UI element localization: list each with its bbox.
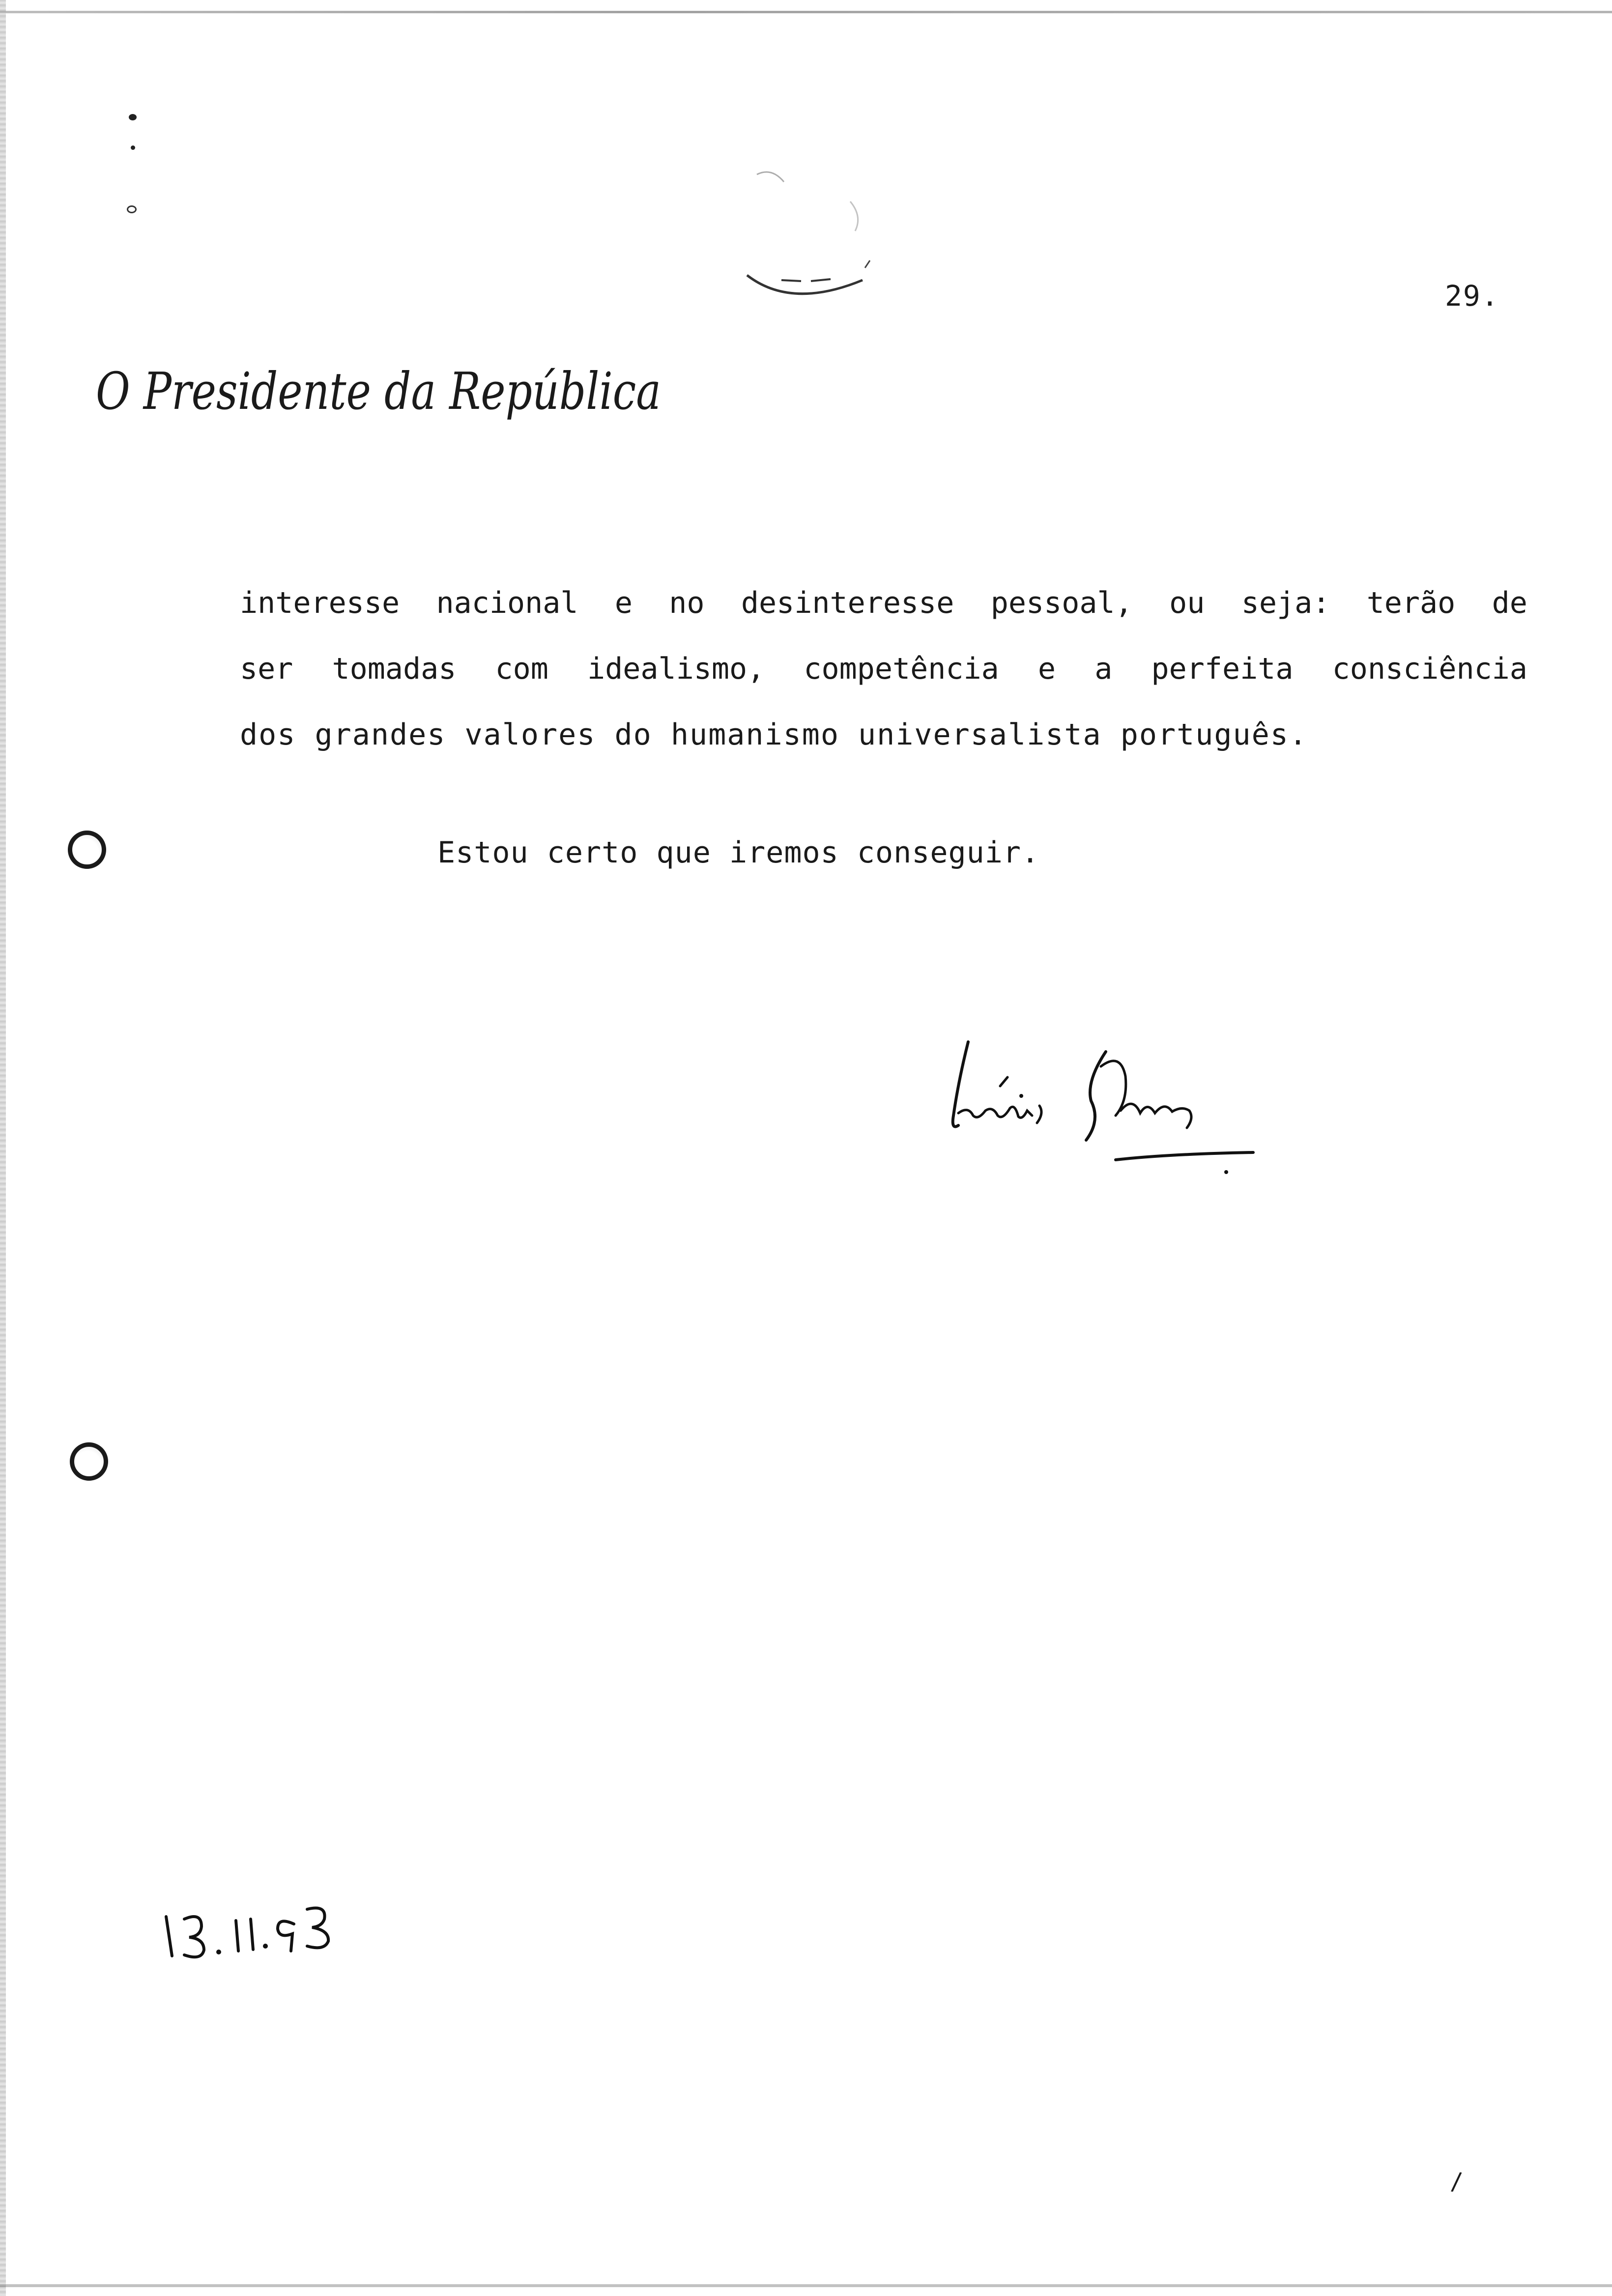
scan-bottom-edge: [0, 2284, 1612, 2287]
word: e: [1037, 652, 1056, 686]
scan-speck: [127, 205, 137, 213]
word: ou: [1169, 586, 1205, 620]
word: dos grandes valores do humanismo universalista português.: [240, 718, 1308, 752]
word: idealismo,: [587, 652, 765, 686]
word: perfeita: [1151, 652, 1294, 686]
word: pessoal,: [990, 586, 1133, 620]
word: interesse: [240, 586, 400, 620]
word: no: [669, 586, 705, 620]
word: e: [614, 586, 633, 620]
word: de: [1492, 586, 1527, 620]
scan-speck: [131, 145, 135, 150]
word: consciência: [1332, 652, 1527, 686]
word: tomadas: [332, 652, 457, 686]
word: competência: [804, 652, 999, 686]
word: a: [1094, 652, 1113, 686]
word: nacional: [436, 586, 578, 620]
body-line: [240, 570, 1527, 636]
signature: [939, 1022, 1273, 1229]
scan-speck: [129, 114, 137, 120]
word: seja:: [1241, 586, 1330, 620]
letterhead-text: O Presidente da República: [96, 361, 661, 421]
letterhead: [91, 354, 671, 428]
punch-hole: [68, 831, 106, 869]
punch-hole: [70, 1442, 108, 1481]
word: ser: [240, 652, 293, 686]
corner-mark: /: [1450, 2167, 1463, 2196]
word: desinteresse: [741, 586, 954, 620]
faint-stamp: [737, 162, 880, 315]
scan-left-edge: [0, 0, 6, 2296]
word: com: [495, 652, 548, 686]
body-paragraph: [240, 570, 1527, 768]
word: terão: [1366, 586, 1456, 620]
handwritten-date: [157, 1897, 364, 1971]
page-number: 29.: [1445, 279, 1499, 313]
scan-top-edge: [0, 11, 1612, 13]
body-line: [240, 636, 1527, 702]
closing-sentence: Estou certo que iremos conseguir.: [437, 835, 1040, 870]
body-line: [240, 702, 1527, 768]
